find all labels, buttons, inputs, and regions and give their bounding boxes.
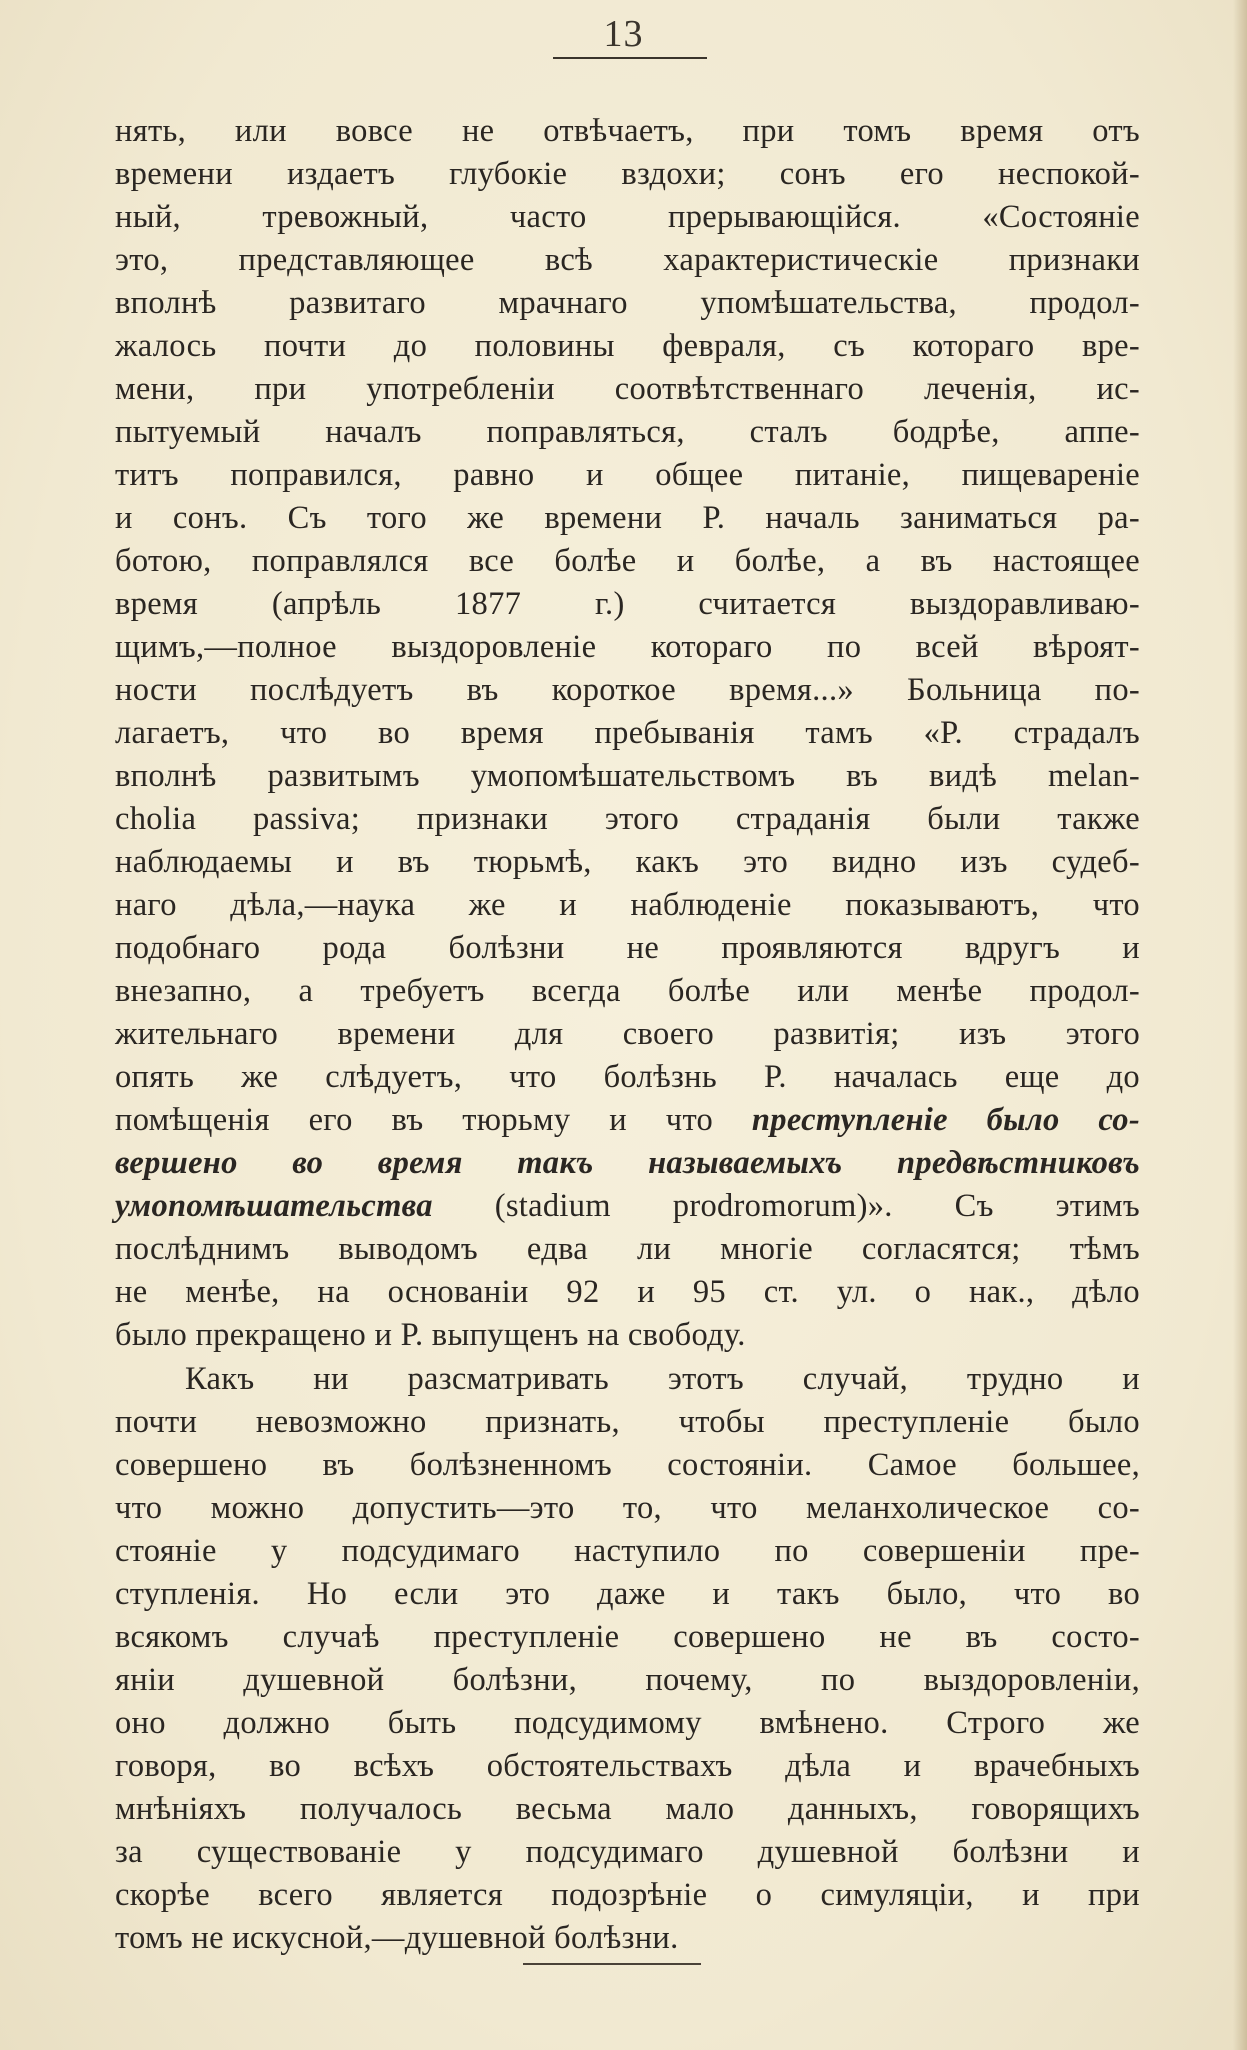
text-line: внезапно, а требуетъ всегда болѣе или менѣе продол- [115,973,1140,1009]
italic-emphasis: умопомѣшательства [115,1188,433,1224]
text-line: лагаетъ, что во время пребыванія тамъ «Р. страдалъ [115,715,1140,751]
text-line: и сонъ. Съ того же времени Р. началь заниматься ра- [115,500,1140,536]
text-line: не менѣе, на основаніи 92 и 95 ст. ул. о нак., дѣло [115,1274,1140,1310]
text-line: cholia passiva; признаки этого страданія были также [115,801,1140,837]
header-rule [553,57,707,59]
text-line: совершено въ болѣзненномъ состояніи. Самое большее, [115,1447,1140,1483]
text-line: стояніе у подсудимаго наступило по совершеніи пре- [115,1533,1140,1569]
text-line: вполнѣ развитымъ умопомѣшательствомъ въ видѣ melan- [115,758,1140,794]
text-line: скорѣе всего является подозрѣніе о симуляціи, и при [115,1877,1140,1913]
text-line: оно должно быть подсудимому вмѣнено. Строго же [115,1705,1140,1741]
text-line-indent: Какъ ни разсматривать этотъ случай, трудно и [185,1361,1140,1397]
text-line: ности послѣдуетъ въ короткое время...» Больница по- [115,672,1140,708]
text-line-mixed [115,1099,1140,1142]
text-line: послѣднимъ выводомъ едва ли многіе согласятся; тѣмъ [115,1231,1140,1267]
text-line: нять, или вовсе не отвѣчаетъ, при томъ время отъ [115,113,1140,149]
italic-emphasis: преступленіе было со- [751,1102,1140,1138]
text-line-last: было прекращено и Р. выпущенъ на свободу. [115,1317,746,1353]
text-line: вполнѣ развитаго мрачнаго упомѣшательства, продол- [115,285,1140,321]
text-line-mixed [115,1185,1140,1228]
page-number: 13 [603,13,644,55]
text-line: яніи душевной болѣзни, почему, по выздоровленіи, [115,1662,1140,1698]
text-line: наго дѣла,—наука же и наблюденіе показываютъ, что [115,887,1140,923]
text-run: помѣщенія его въ тюрьму и что [115,1102,714,1138]
text-line: время (апрѣль 1877 г.) считается выздоравливаю- [115,586,1140,622]
text-line: щимъ,—полное выздоровленіе котораго по всей вѣроят- [115,629,1140,665]
text-line: ный, тревожный, часто прерывающійся. «Состояніе [115,199,1140,235]
text-line: пытуемый началъ поправляться, сталъ бодрѣе, аппе- [115,414,1140,450]
text-line: титъ поправился, равно и общее питаніе, пищевареніе [115,457,1140,493]
text-line: почти невозможно признать, чтобы преступленіе было [115,1404,1140,1440]
text-line: что можно допустить—это то, что меланхолическое со- [115,1490,1140,1526]
text-line: говоря, во всѣхъ обстоятельствахъ дѣла и врачебныхъ [115,1748,1140,1784]
text-line: всякомъ случаѣ преступленіе совершено не въ состо- [115,1619,1140,1655]
text-line: ступленія. Но если это даже и такъ было, что во [115,1576,1140,1612]
text-line: за существованіе у подсудимаго душевной болѣзни и [115,1834,1140,1870]
text-run: (stadium prodromorum)». Съ этимъ [432,1188,1140,1224]
text-line: ботою, поправлялся все болѣе и болѣе, а въ настоящее [115,543,1140,579]
text-line-last: томъ не искусной,—душевной болѣзни. [115,1920,679,1956]
text-line: подобнаго рода болѣзни не проявляются вдругъ и [115,930,1140,966]
footer-rule [523,1963,701,1965]
text-line: жалось почти до половины февраля, съ котораго вре- [115,328,1140,364]
text-line: жительнаго времени для своего развитія; изъ этого [115,1016,1140,1052]
text-line: мени, при употребленіи соотвѣтственнаго леченія, ис- [115,371,1140,407]
text-line: мнѣніяхъ получалось весьма мало данныхъ, говорящихъ [115,1791,1140,1827]
text-line-italic [115,1142,1140,1185]
italic-emphasis: вершено во время такъ называемыхъ предвѣстниковъ [115,1145,1140,1181]
text-line: это, представляющее всѣ характеристическіе признаки [115,242,1140,278]
text-line: времени издаетъ глубокіе вздохи; сонъ его неспокой- [115,156,1140,192]
text-line: наблюдаемы и въ тюрьмѣ, какъ это видно изъ судеб- [115,844,1140,880]
page-edge-shadow [1233,0,1247,2050]
body-text [115,110,1140,1960]
text-line: опять же слѣдуетъ, что болѣзнь Р. началась еще до [115,1059,1140,1095]
